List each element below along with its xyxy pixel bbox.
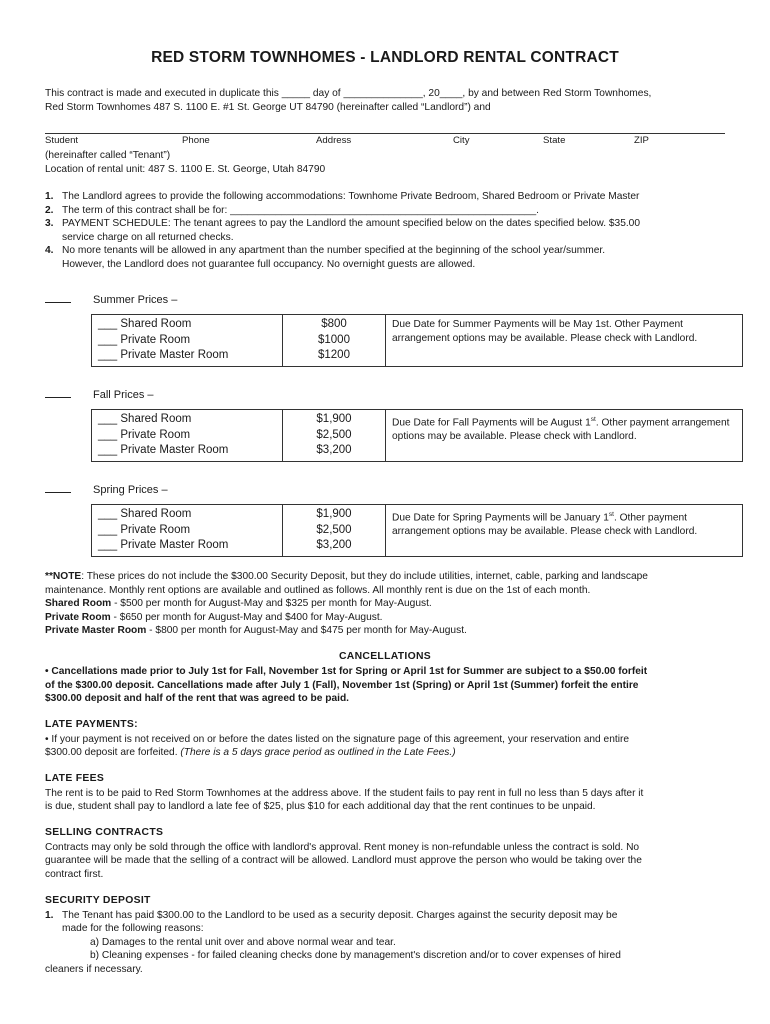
late-fees-line-1: The rent is to be paid to Red Storm Townhomes at the address above. If the student fails to pay rent in full no less than 5 days after it	[45, 788, 644, 799]
selling-line-1: Contracts may only be sold through the office with landlord's approval. Rent money is non-refundable unless the contract is sold. No	[45, 842, 640, 853]
term-3-continued: service charge on all returned checks.	[62, 232, 234, 243]
summer-prices-label: Summer Prices –	[93, 294, 178, 306]
state-label: State	[543, 135, 566, 146]
spring-prices-heading	[45, 482, 168, 496]
term-4-text: No more tenants will be allowed in any apartment than the number specified at the beginning of the school year/summer.	[62, 245, 606, 256]
spring-prices-label: Spring Prices –	[93, 484, 168, 496]
rate-text: - $800 per month for August-May and $475 per month for May-August.	[146, 625, 467, 636]
student-label: Student	[45, 135, 79, 146]
fall-select-blank[interactable]	[45, 387, 71, 398]
tenant-signature-line	[45, 133, 725, 134]
room-option[interactable]: ___ Private Master Room	[98, 539, 229, 551]
price-value: $1,900	[316, 508, 352, 520]
summer-room-types	[92, 315, 283, 367]
intro-line-1: This contract is made and executed in duplicate this _____ day of ______________, 20____, by and between Red Storm Townhomes,	[45, 88, 652, 99]
term-3-number: 3.	[45, 218, 54, 229]
security-text: The Tenant has paid $300.00 to the Landlord to be used as a security deposit. Charges against the security deposit may be	[62, 910, 618, 921]
term-1	[45, 190, 639, 204]
note-line-1	[45, 570, 648, 584]
term-4-number: 4.	[45, 245, 54, 256]
rate-label: Private Room	[45, 612, 111, 623]
note-text: . Other payment arrangement options may be available. Please check with Landlord.	[392, 512, 698, 537]
price-value: $1200	[318, 349, 350, 361]
note-line-2: maintenance. Monthly rent options are available and outlined as follows. All monthly rent is due on the 1st of each month.	[45, 585, 591, 596]
cancellations-line-2: of the $300.00 deposit. Cancellations made after July 1 (Fall), November 1st (Spring) or April 1st (Summer) forfeit the entire	[45, 680, 639, 691]
table-row	[92, 505, 743, 557]
security-line-2: made for the following reasons:	[62, 923, 204, 934]
late-fees-line-2: is due, student shall pay to landlord a late fee of $25, plus $10 for each additional day that the rent continues to be unpaid.	[45, 801, 596, 812]
phone-label: Phone	[182, 135, 210, 146]
fall-price-table	[91, 409, 743, 462]
spring-due-date-note	[386, 505, 743, 557]
security-item-a: a) Damages to the rental unit over and above normal wear and tear.	[90, 937, 396, 948]
note-text: Due Date for Fall Payments will be August 1	[392, 417, 591, 429]
price-value: $800	[321, 318, 347, 330]
term-2-text: The term of this contract shall be for: ______________________________________________________.	[62, 205, 539, 216]
summer-prices-heading	[45, 292, 177, 306]
price-value: $1000	[318, 333, 350, 346]
price-value: $1,900	[316, 413, 352, 425]
page-title: RED STORM TOWNHOMES - LANDLORD RENTAL CONTRACT	[151, 49, 619, 66]
room-option[interactable]: ___ Private Room	[98, 333, 191, 346]
address-label: Address	[316, 135, 352, 146]
spring-room-prices	[283, 505, 386, 557]
room-option[interactable]: ___ Private Master Room	[98, 349, 229, 361]
term-3	[45, 217, 640, 231]
spring-select-blank[interactable]	[45, 482, 71, 493]
summer-select-blank[interactable]	[45, 292, 71, 303]
note-text: . Other payment arrangement options may be available. Please check with Landlord.	[392, 417, 730, 442]
table-row	[92, 410, 743, 462]
price-value: $3,200	[316, 539, 352, 551]
security-item-b: b) Cleaning expenses - for failed cleaning checks done by management's discretion and/or to cover expenses of hired	[90, 950, 621, 961]
fall-prices-heading	[45, 387, 154, 401]
late-payments-line-2	[45, 746, 456, 760]
rate-label: Shared Room	[45, 598, 112, 609]
note-superscript: st	[590, 416, 596, 423]
term-1-text: The Landlord agrees to provide the following accommodations: Townhome Private Bedroom, Shared Bedroom or Private Master	[62, 191, 640, 202]
intro-line-2: Red Storm Townhomes 487 S. 1100 E. #1 St. George UT 84790 (hereinafter called “Landlord”) and	[45, 102, 491, 113]
grace-period-note: (There is a 5 days grace period as outlined in the Late Fees.)	[180, 747, 456, 758]
rate-label: Private Master Room	[45, 625, 147, 636]
late-payments-heading: LATE PAYMENTS:	[45, 719, 138, 730]
summer-due-date-note: Due Date for Summer Payments will be May 1st. Other Payment arrangement options may be available. Please check with Landlord.	[386, 315, 743, 367]
term-3-text: PAYMENT SCHEDULE: The tenant agrees to pay the Landlord the amount specified below on the dates specified below. $35.00	[62, 218, 641, 229]
late-payments-line-1: • If your payment is not received on or before the dates listed on the signature page of this agreement, your reservation and entire	[45, 734, 630, 745]
price-value: $3,200	[316, 444, 352, 456]
price-value: $2,500	[316, 523, 352, 536]
fall-room-types	[92, 410, 283, 462]
selling-line-2: guarantee will be made that the selling of a contract will be allowed. Landlord must approve the person who would be taking over the	[45, 855, 642, 866]
selling-line-3: contract first.	[45, 869, 104, 880]
security-item-b-continued: cleaners if necessary.	[45, 964, 143, 975]
note-text-1: : These prices do not include the $300.00 Security Deposit, but they do include utilities, internet, cable, parking and landscape	[81, 571, 648, 582]
term-2	[45, 204, 539, 218]
rate-private-master	[45, 624, 467, 638]
tenant-called: (hereinafter called “Tenant”)	[45, 150, 171, 161]
room-option[interactable]: ___ Private Master Room	[98, 444, 229, 456]
note-text: Due Date for Spring Payments will be January 1	[392, 512, 609, 524]
term-4-continued: However, the Landlord does not guarantee full occupancy. No overnight guests are allowed.	[62, 259, 476, 270]
cancellations-line-3: $300.00 deposit and half of the rent that was agreed to be paid.	[45, 693, 349, 704]
fall-prices-label: Fall Prices –	[93, 389, 154, 401]
term-1-number: 1.	[45, 191, 54, 202]
rate-text: - $500 per month for August-May and $325 per month for May-August.	[111, 598, 432, 609]
spring-price-table	[91, 504, 743, 557]
room-option[interactable]: ___ Private Room	[98, 428, 191, 441]
note-label: **NOTE	[45, 571, 82, 582]
rate-shared	[45, 597, 432, 611]
city-label: City	[453, 135, 470, 146]
price-value: $2,500	[316, 428, 352, 441]
selling-contracts-heading: SELLING CONTRACTS	[45, 827, 164, 838]
fall-room-prices	[283, 410, 386, 462]
rate-text: - $650 per month for August-May and $400 for May-August.	[110, 612, 383, 623]
security-number: 1.	[45, 910, 54, 921]
zip-label: ZIP	[634, 135, 649, 146]
room-option[interactable]: ___ Shared Room	[98, 508, 192, 520]
rental-location: Location of rental unit: 487 S. 1100 E. St. George, Utah 84790	[45, 164, 326, 175]
room-option[interactable]: ___ Private Room	[98, 523, 191, 536]
room-option[interactable]: ___ Shared Room	[98, 413, 192, 425]
room-option[interactable]: ___ Shared Room	[98, 318, 192, 330]
fall-due-date-note	[386, 410, 743, 462]
note-superscript: st	[608, 511, 614, 518]
spring-room-types	[92, 505, 283, 557]
security-line-1	[45, 909, 617, 923]
term-2-number: 2.	[45, 205, 54, 216]
rate-private	[45, 611, 383, 625]
summer-room-prices	[283, 315, 386, 367]
late-fees-heading: LATE FEES	[45, 773, 105, 784]
late-payments-text: $300.00 deposit are forfeited.	[45, 747, 181, 758]
security-deposit-heading: SECURITY DEPOSIT	[45, 895, 151, 906]
summer-price-table	[91, 314, 743, 367]
cancellations-heading: CANCELLATIONS	[338, 651, 432, 662]
cancellations-line-1: • Cancellations made prior to July 1st for Fall, November 1st for Spring or April 1st for Summer are subject to a $50.00 forfeit	[45, 666, 648, 677]
term-4	[45, 244, 605, 258]
table-row	[92, 315, 743, 367]
